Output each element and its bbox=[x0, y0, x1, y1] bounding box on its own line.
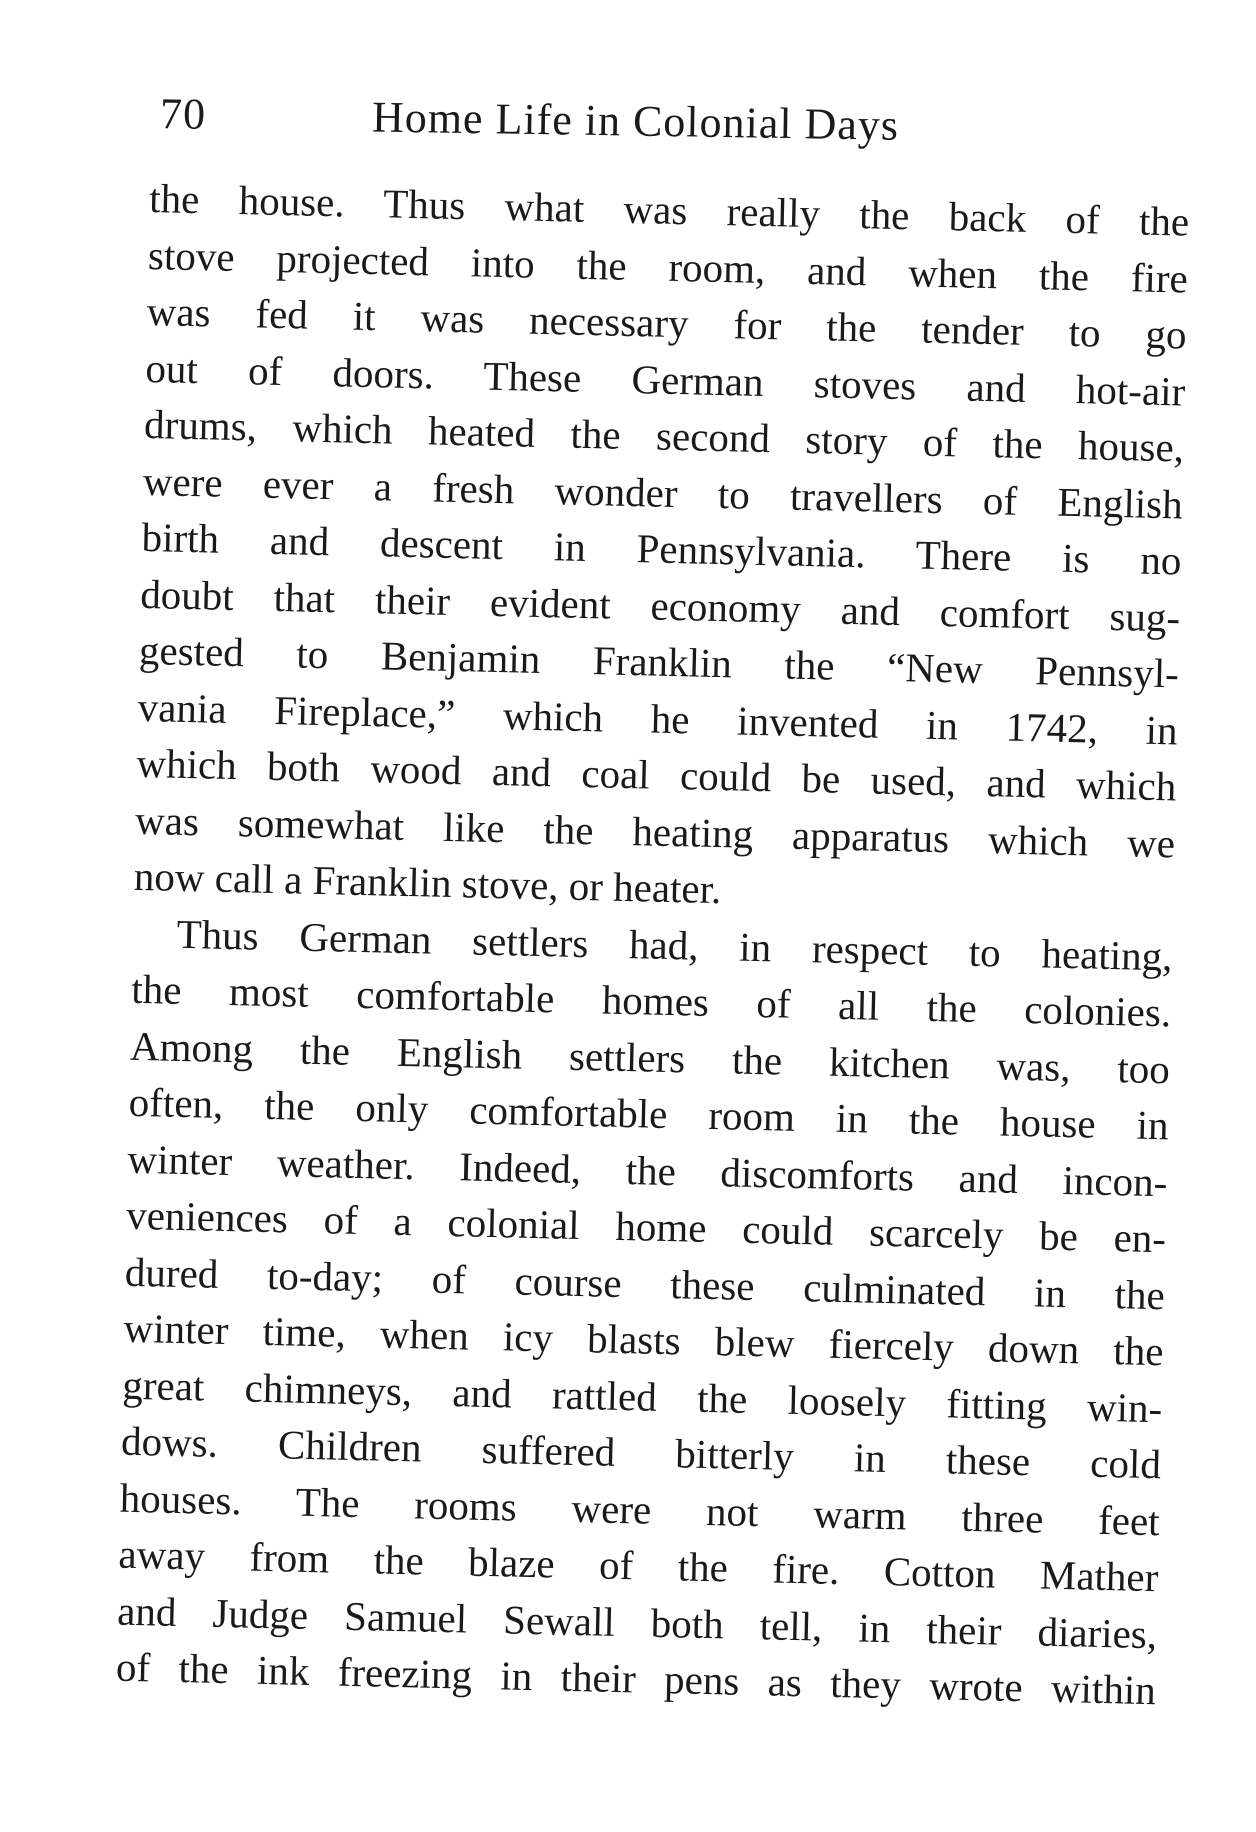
text-line: doubt that their evident economy and comfort sug- bbox=[139, 570, 1181, 640]
text-line: and Judge Samuel Sewall both tell, in their diaries, bbox=[116, 1587, 1158, 1657]
page-number: 70 bbox=[159, 89, 207, 139]
text-line: Among the English settlers the kitchen was, too bbox=[129, 1022, 1171, 1092]
text-line: veniences of a colonial home could scarcely be en- bbox=[125, 1191, 1167, 1262]
text-line: drums, which heated the second story of the house, bbox=[143, 400, 1185, 471]
text-line: was somewhat like the heating apparatus which we bbox=[134, 796, 1176, 866]
running-title: Home Life in Colonial Days bbox=[371, 92, 900, 150]
text-line: great chimneys, and rattled the loosely fitting win- bbox=[121, 1361, 1163, 1431]
text-line: was fed it was necessary for the tender to go bbox=[146, 287, 1188, 358]
text-line: dured to-day; of course these culminated in the bbox=[124, 1248, 1166, 1318]
body-text bbox=[115, 170, 1189, 1719]
running-head bbox=[152, 88, 1003, 161]
text-line: stove projected into the room, and when the fire bbox=[147, 231, 1189, 302]
text-line: birth and descent in Pennsylvania. There is no bbox=[141, 513, 1182, 584]
text-line: the house. Thus what was really the back of the bbox=[148, 174, 1190, 245]
text-line: now call a Franklin stove, or heater. bbox=[133, 852, 722, 913]
text-line: houses. The rooms were not warm three feet bbox=[119, 1474, 1161, 1544]
text-line: dows. Children suffered bitterly in these cold bbox=[120, 1417, 1162, 1488]
text-line: the most comfortable homes of all the colonies. bbox=[130, 965, 1172, 1036]
text-line: gested to Benjamin Franklin the “New Pennsyl- bbox=[138, 626, 1180, 697]
text-line: which both wood and coal could be used, and which bbox=[136, 739, 1177, 810]
text-line: vania Fireplace,” which he invented in 1742, in bbox=[137, 683, 1179, 753]
text-line: away from the blaze of the fire. Cotton Mather bbox=[118, 1530, 1159, 1601]
text-line: were ever a fresh wonder to travellers of English bbox=[142, 457, 1184, 528]
text-line: often, the only comfortable room in the house in bbox=[128, 1078, 1170, 1149]
text-line: winter weather. Indeed, the discomforts and incon- bbox=[127, 1135, 1168, 1205]
text-line: winter time, when icy blasts blew fiercely down the bbox=[123, 1304, 1164, 1375]
text-line: Thus German settlers had, in respect to heating, bbox=[176, 910, 1173, 979]
text-line: out of doors. These German stoves and hot-air bbox=[144, 344, 1186, 415]
text-line: of the ink freezing in their pens as they wrote within bbox=[115, 1643, 1157, 1714]
